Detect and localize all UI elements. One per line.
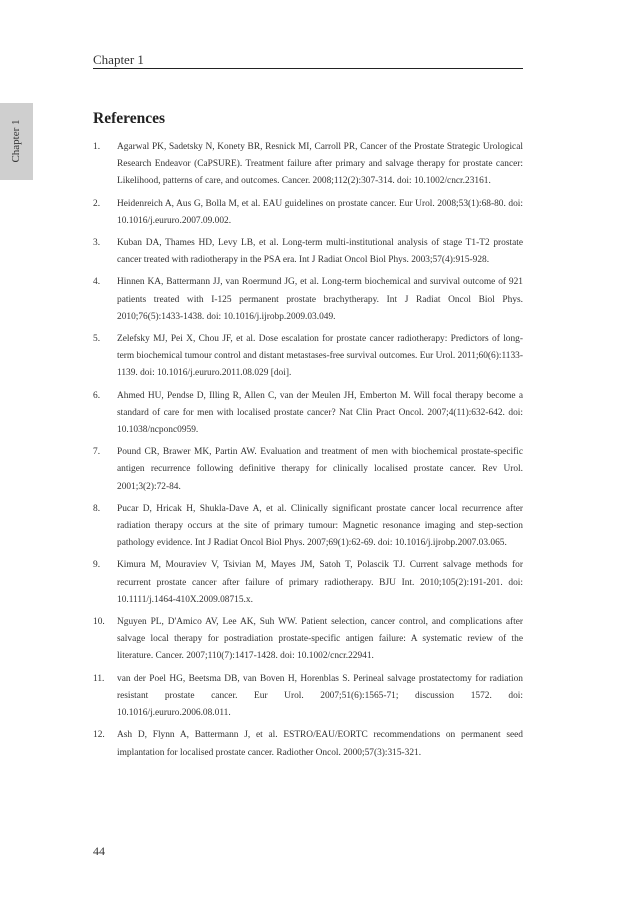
reference-item xyxy=(93,331,523,383)
reference-list xyxy=(93,139,523,767)
reference-item xyxy=(93,614,523,666)
chapter-side-tab-label: Chapter 1 xyxy=(10,119,22,163)
reference-text: Hinnen KA, Battermann JJ, van Roermund JG, et al. Long-term biochemical and survival outcome of 921 patients treated with I-125 permanent prostate brachytherapy. Int J Radiat Oncol Biol Phys. 2010;76(5):1433-1438. doi: 10.1016/j.ijrobp.2009.03.049. xyxy=(117,277,523,322)
reference-item xyxy=(93,388,523,440)
reference-text: van der Poel HG, Beetsma DB, van Boven H, Horenblas S. Perineal salvage prostatectomy for radiation resistant prostate cancer. Eur Urol. 2007;51(6):1565-71; discussion 1572. doi: 10.1016/j.eururo.2006.08.011. xyxy=(117,673,523,719)
reference-text: Zelefsky MJ, Pei X, Chou JF, et al. Dose escalation for prostate cancer radiotherapy: Predictors of long-term biochemical tumour control and distant metastases-free survival outcomes. Eur Urol. 2011;60(6):1133-1139. doi: 10.1016/j.eururo.2011.08.029 [doi]. xyxy=(117,334,523,379)
reference-item xyxy=(93,235,523,269)
reference-number: 9. xyxy=(93,560,101,571)
reference-text: Ash D, Flynn A, Battermann J, et al. ESTRO/EAU/EORTC recommendations on permanent seed implantation for localised prostate cancer. Radiother Oncol. 2000;57(3):315-321. xyxy=(117,730,523,758)
reference-number: 12. xyxy=(93,730,105,741)
reference-text: Agarwal PK, Sadetsky N, Konety BR, Resnick MI, Carroll PR, Cancer of the Prostate Strategic Urological Research Endeavor (CaPSURE). Treatment failure after primary and salvage therapy for prostate cancer: Likelihood, patterns of care, and outcomes. Cancer. 2008;112(2):307-314. doi: 10.1002/cncr.23161. xyxy=(117,142,523,187)
reference-number: 5. xyxy=(93,334,101,345)
reference-number: 11. xyxy=(93,673,105,684)
reference-text: Kimura M, Mouraviev V, Tsivian M, Mayes JM, Satoh T, Polascik TJ. Current salvage methods for recurrent prostate cancer after failure of primary radiotherapy. BJU Int. 2010;105(2):191-201. doi: 10.1111/j.1464-410X.2009.08715.x. xyxy=(117,560,523,605)
header-rule xyxy=(93,68,523,69)
page-number: 44 xyxy=(93,844,105,858)
reference-number: 10. xyxy=(93,617,105,628)
reference-text: Pucar D, Hricak H, Shukla-Dave A, et al. Clinically significant prostate cancer local recurrence after radiation therapy occurs at the site of primary tumour: Magnetic resonance imaging and step-section pathology evidence. Int J Radiat Oncol Biol Phys. 2007;69(1):62-69. doi: 10.1016/j.ijrobp.2007.03.065. xyxy=(117,503,523,549)
reference-item xyxy=(93,444,523,496)
reference-text: Pound CR, Brawer MK, Partin AW. Evaluation and treatment of men with biochemical prostate-specific antigen recurrence following definitive therapy for clinically localised prostate cancer. Rev Urol. 2001;3(2):72-84. xyxy=(117,447,523,492)
reference-number: 2. xyxy=(93,198,101,209)
reference-number: 3. xyxy=(93,238,101,249)
reference-item xyxy=(93,727,523,761)
reference-item xyxy=(93,671,523,723)
reference-item xyxy=(93,139,523,191)
reference-item xyxy=(93,557,523,609)
reference-number: 6. xyxy=(93,390,101,401)
chapter-side-tab xyxy=(0,103,33,180)
reference-text: Heidenreich A, Aus G, Bolla M, et al. EAU guidelines on prostate cancer. Eur Urol. 2008;53(1):68-80. doi: 10.1016/j.eururo.2007.09.002. xyxy=(117,198,523,226)
reference-number: 7. xyxy=(93,447,101,458)
running-head: Chapter 1 xyxy=(93,52,144,67)
reference-item xyxy=(93,501,523,553)
reference-number: 1. xyxy=(93,142,101,152)
reference-text: Nguyen PL, D'Amico AV, Lee AK, Suh WW. Patient selection, cancer control, and complications after salvage local therapy for postradiation prostate-specific antigen failure: A systematic review of the literature. Cancer. 2007;110(7):1417-1428. doi: 10.1002/cncr.22941. xyxy=(117,617,523,662)
reference-text: Kuban DA, Thames HD, Levy LB, et al. Long-term multi-institutional analysis of stage T1-T2 prostate cancer treated with radiotherapy in the PSA era. Int J Radiat Oncol Biol Phys. 2003;57(4):915-928. xyxy=(117,238,523,266)
reference-item xyxy=(93,274,523,326)
reference-text: Ahmed HU, Pendse D, Illing R, Allen C, van der Meulen JH, Emberton M. Will focal therapy become a standard of care for men with localised prostate cancer? Nat Clin Pract Oncol. 2007;4(11):632-642. doi: 10.1038/ncponc0959. xyxy=(117,390,523,436)
reference-number: 8. xyxy=(93,503,101,514)
reference-item xyxy=(93,196,523,230)
reference-number: 4. xyxy=(93,277,101,288)
section-title: References xyxy=(93,110,166,127)
